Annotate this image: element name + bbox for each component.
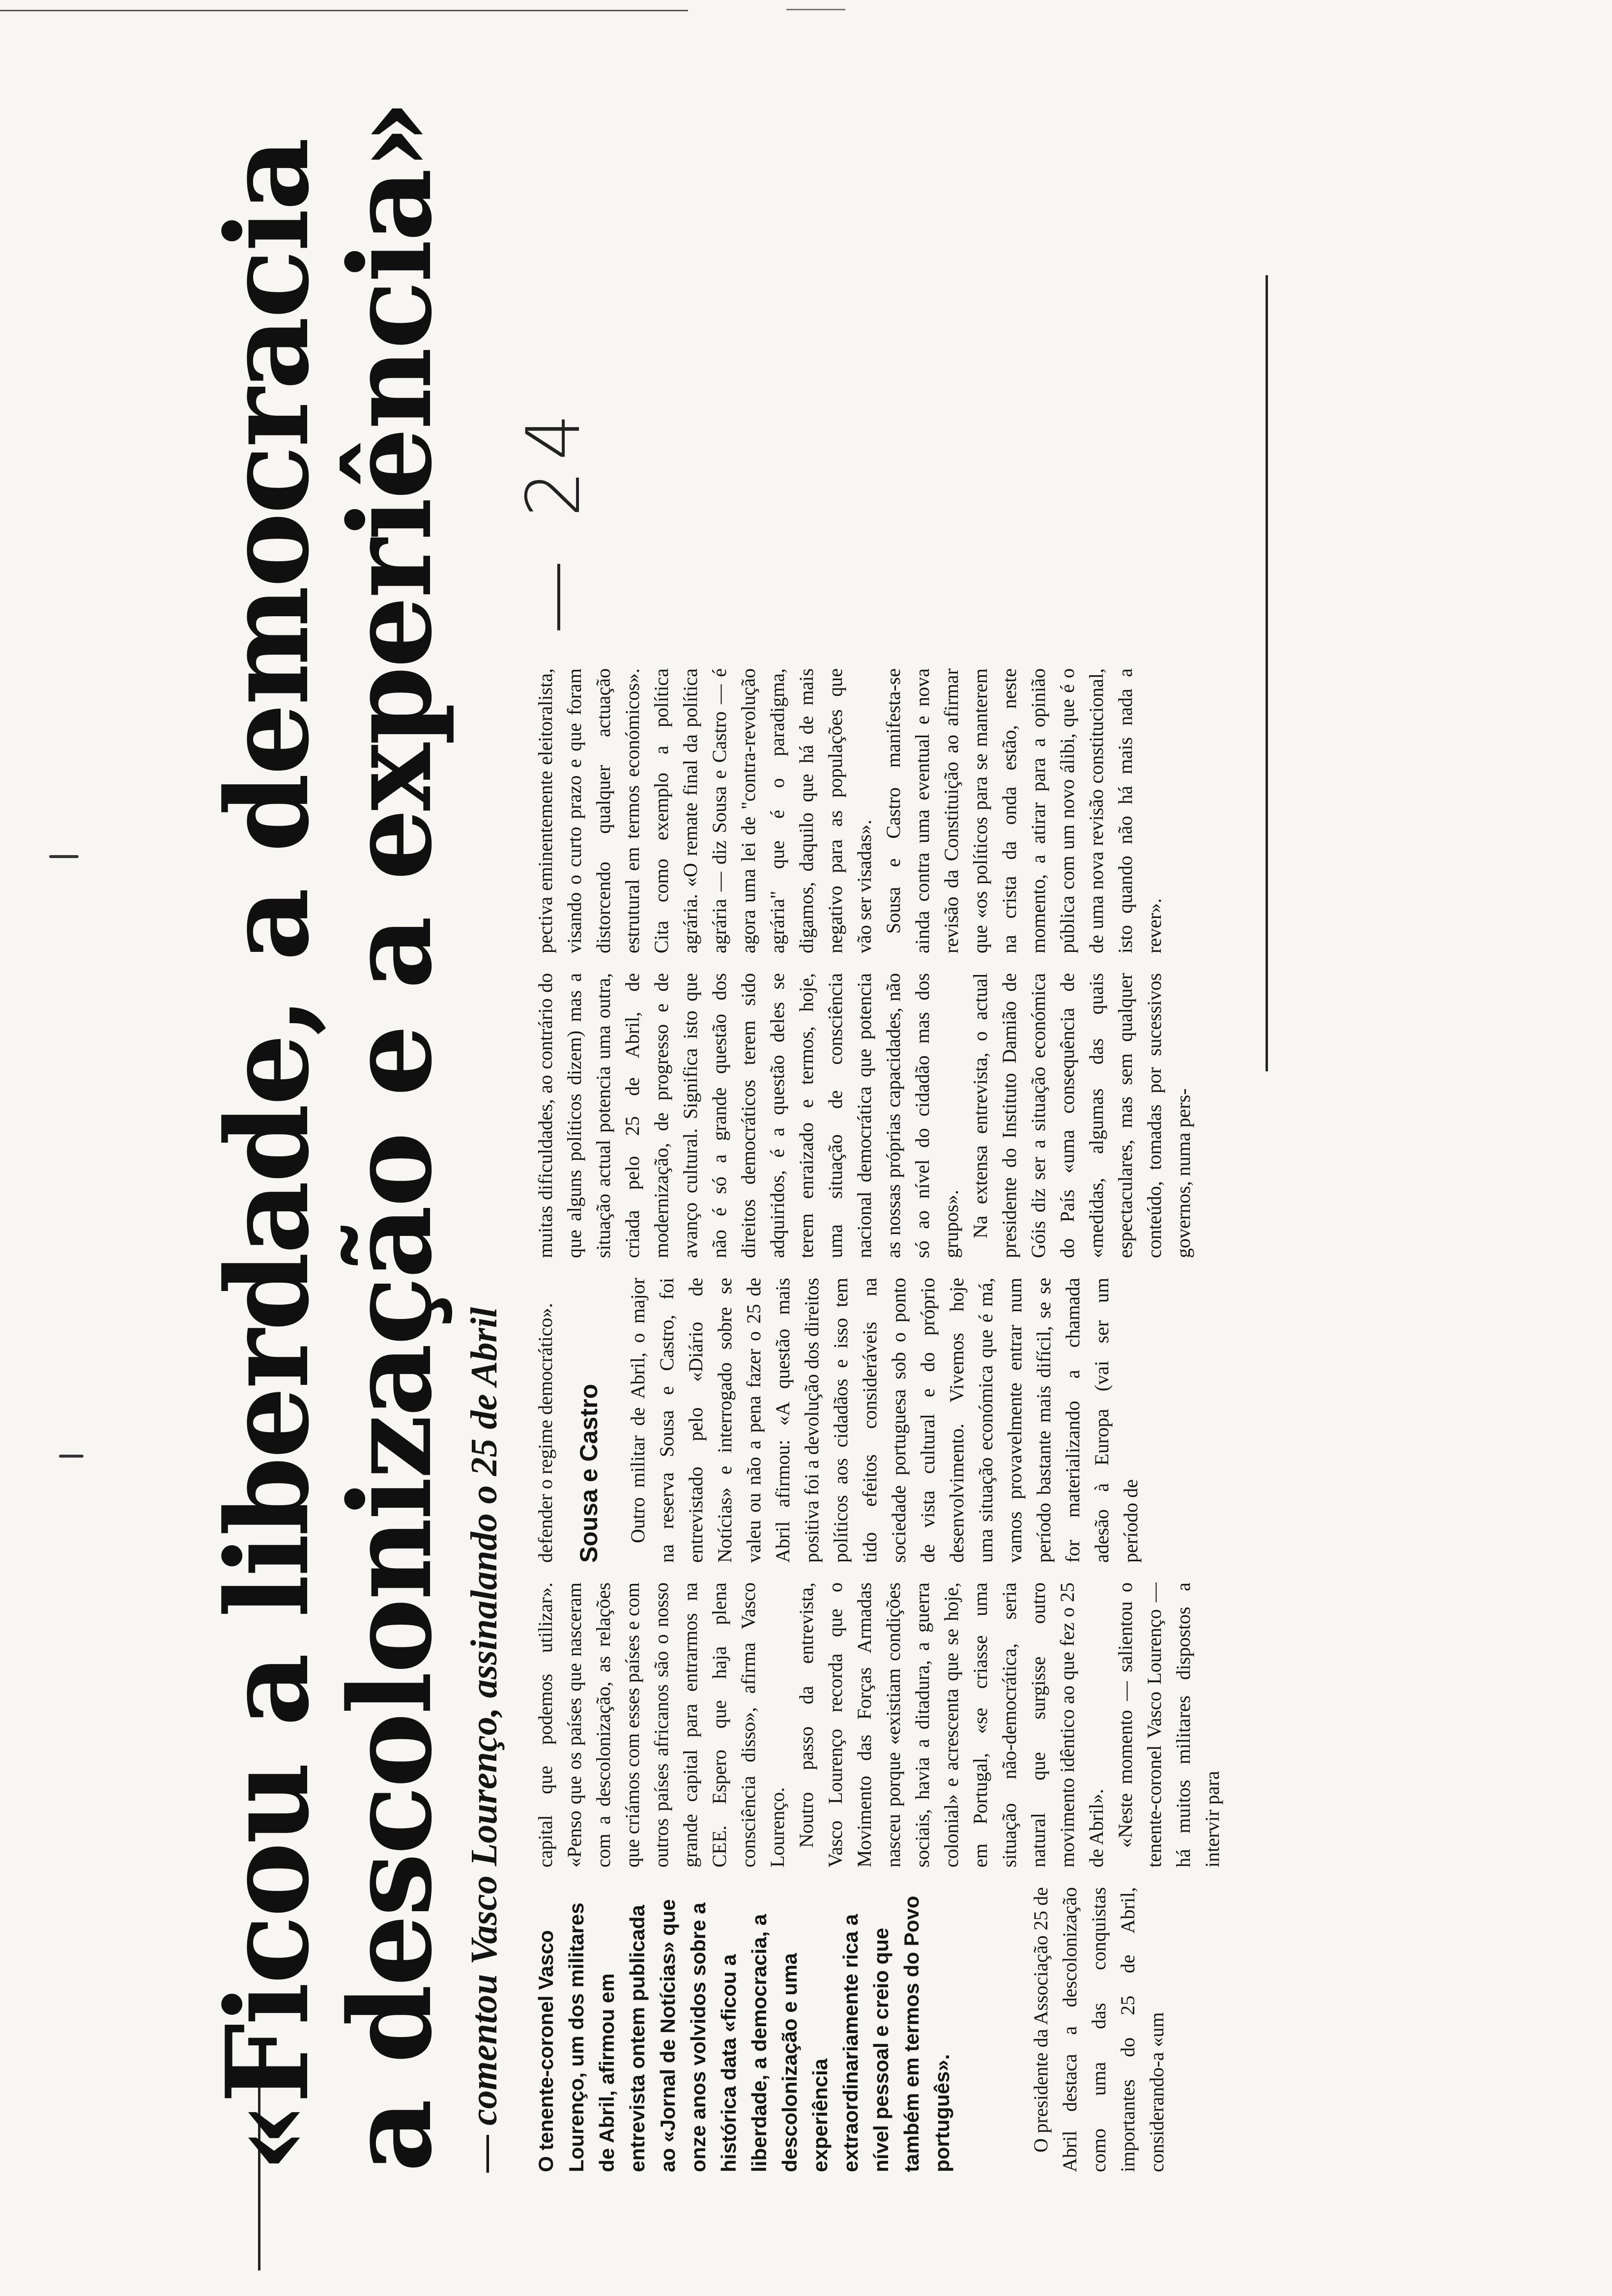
- news-article: [202, 101, 1317, 2172]
- scan-mark: [49, 855, 79, 858]
- article-column-5: [531, 668, 1297, 953]
- headline-line-2: a descolonização e a experiência»: [324, 101, 457, 2172]
- paragraph: defender o regime democrático».: [534, 1303, 556, 1563]
- paragraph: muitas dificuldades, ao contrário do que alguns políticos dizem) mas a situação actual potencia uma outra, criada pelo 25 de Abril, de modernização, de progresso e de avanço cultural. Significa isto que não é só a grande questão dos direitos democráticos terem sido adquiridos, é a questão deles se terem enraizado e termos, hoje, uma situação de consciência nacional democrática que potencia as nossas próprias capacidades, não só ao nível do cidadão mas dos grupos».: [534, 973, 962, 1258]
- paragraph: Noutro passo da entrevista, Vasco Lourenço recorda que o Movimento das Forças Armadas nasceu porque «existiam condições sociais, havia a ditadura, a guerra colonial» e acrescenta que se hoje, em Portugal, «se criasse uma situação não-democrática, seria natural que surgisse outro movimento idêntico ao que fez o 25 de Abril».: [795, 1582, 1107, 1867]
- article-column-2: [531, 1582, 1297, 1867]
- headline: [202, 101, 457, 2172]
- scan-mark: [59, 1455, 84, 1458]
- byline: — comentou Vasco Lourenço, assinalando o 25 de Abril: [463, 1307, 505, 2172]
- paragraph: Outro militar de Abril, o major na reserva Sousa e Castro, foi entrevistado pelo «Diário de Notícias» e interrogado sobre se valeu ou não a pena fazer o 25 de Abril afirmou: «A questão mais positiva foi a devolução dos direitos políticos aos cidadãos e isso tem tido efeitos consideráveis na sociedade portuguesa sob o ponto de vista cultural e do próprio desenvolvimento. Vivemos hoje uma situação económica que é má, vamos provavelmente entrar num período bastante mais difícil, se se for materializando a chamada adesão à Europa (vai ser um período de: [627, 1278, 1142, 1563]
- section-subheading: Sousa e Castro: [575, 1383, 603, 1563]
- article-column-1: [531, 1887, 1297, 2172]
- scan-edge-line: [786, 9, 845, 10]
- article-column-3: [531, 1278, 1297, 1563]
- paragraph: capital que podemos utilizar». «Penso que os países que nasceram com a descolonização, as relações que criámos com esses países e com outros países africanos são o nosso grande capital para entrarmos na CEE. Espero que haja plena consciência disso», afirma Vasco Lourenço.: [534, 1582, 788, 1867]
- scan-edge-line: [0, 10, 688, 11]
- paragraph: pectiva eminentemente eleitoralista, visando o curto prazo e que foram distorcendo qualquer actuação estrutural em termos económicos». Cita como exemplo a política agrária. «O remate final da política agrária — diz Sousa e Castro — é agora uma lei de "contra-revolução agrária" que é o paradigma, digamos, daquilo que há de mais negativo para as populações que vão ser visadas».: [534, 668, 875, 953]
- paragraph: Sousa e Castro manifesta-se ainda contra uma eventual e nova revisão da Constituição ao afirmar que «os políticos para se manterem na crista da onda estão, neste momento, a atirar para a opinião pública com um novo álibi, que é o de uma nova revisão constitucional, isto quando não há mais nada a rever».: [882, 668, 1165, 953]
- paragraph: Na extensa entrevista, o actual presidente do Instituto Damião de Góis diz ser a situação económica do País «uma consequência de «medidas, algumas das quais espectaculares, mas sem qualquer conteúdo, tomadas por sucessivos governos, numa pers-: [969, 973, 1194, 1258]
- paragraph: O presidente da Associação 25 de Abril destaca a descolonização como uma das conquistas importantes do 25 de Abril, considerando-a «um: [1030, 1887, 1168, 2172]
- headline-line-1: «Ficou a liberdade, a democracia: [202, 139, 334, 2172]
- handwritten-note: — 24: [511, 403, 597, 634]
- lead-paragraph: O tenente-coronel Vasco Lourenço, um dos militares de Abril, afirmou em entrevista ontem publicada ao «Jornal de Notícias» que onze anos volvidos sobre a histórica data «ficou a liberdade, a democracia, a descolonização e uma experiência extraordinariamente rica a nível pessoal e creio que também em termos do Povo português».: [534, 1895, 953, 2172]
- article-column-4: [531, 973, 1297, 1258]
- paragraph: «Neste momento — salientou o tenente-coronel Vasco Lourenço — há muitos militares dispostos a intervir para: [1114, 1582, 1223, 1867]
